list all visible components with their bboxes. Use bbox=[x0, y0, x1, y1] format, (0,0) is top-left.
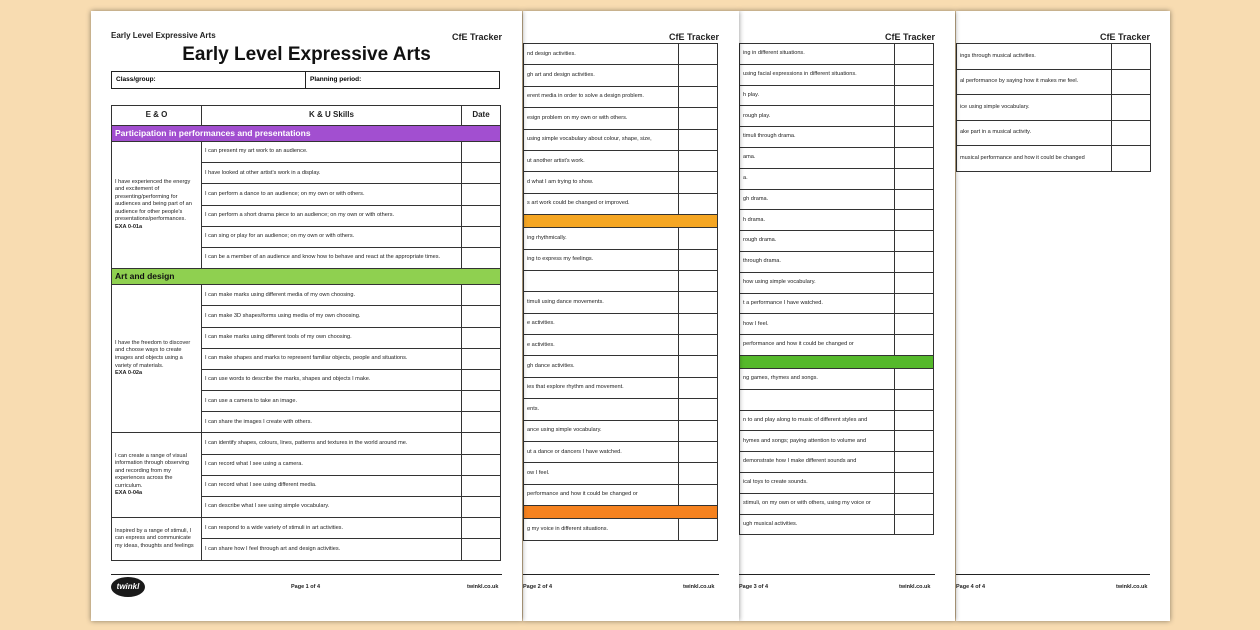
skill-text: I can use words to describe the marks, shapes and objects I make. bbox=[202, 369, 462, 390]
skill-text: d what I am trying to show. bbox=[524, 172, 679, 193]
skill-text: I can make 3D shapes/forms using media of my own choosing. bbox=[202, 306, 462, 327]
skill-text: ama. bbox=[740, 147, 895, 168]
skills-table-page-3 bbox=[739, 43, 934, 535]
skill-text: ugh musical activities. bbox=[740, 514, 895, 535]
table-row bbox=[112, 518, 501, 539]
table-row bbox=[524, 129, 718, 150]
date-cell[interactable] bbox=[462, 163, 501, 184]
date-cell[interactable] bbox=[1112, 120, 1151, 146]
skill-text: I can identify shapes, colours, lines, patterns and textures in the world around me. bbox=[202, 433, 462, 454]
skill-text: ice using simple vocabulary. bbox=[957, 95, 1112, 121]
date-cell[interactable] bbox=[895, 85, 934, 106]
section-band-cell bbox=[524, 506, 718, 519]
skill-text: ance using simple vocabulary. bbox=[524, 420, 679, 441]
table-row bbox=[524, 377, 718, 398]
planning-period-field[interactable]: Planning period: bbox=[310, 76, 362, 83]
skill-text: I can be a member of an audience and know how to behave and react at the appropriate times. bbox=[202, 247, 462, 268]
date-cell[interactable] bbox=[895, 493, 934, 514]
date-cell[interactable] bbox=[462, 306, 501, 327]
date-cell[interactable] bbox=[462, 348, 501, 369]
date-cell[interactable] bbox=[895, 389, 934, 410]
date-cell[interactable] bbox=[679, 463, 718, 484]
date-cell[interactable] bbox=[895, 44, 934, 65]
skills-table-page-4 bbox=[956, 43, 1151, 172]
table-row bbox=[740, 314, 934, 335]
date-cell[interactable] bbox=[462, 497, 501, 518]
skill-text: ing in different situations. bbox=[740, 44, 895, 65]
skill-text: I have looked at other artist's work in a display. bbox=[202, 163, 462, 184]
date-cell[interactable] bbox=[679, 399, 718, 420]
skill-text: I can respond to a wide variety of stimuli in art activities. bbox=[202, 518, 462, 539]
date-cell[interactable] bbox=[679, 44, 718, 65]
skill-text: ow I feel. bbox=[524, 463, 679, 484]
date-cell[interactable] bbox=[462, 412, 501, 433]
class-group-field[interactable]: Class/group: bbox=[112, 72, 306, 88]
skill-text: I can record what I see using a camera. bbox=[202, 454, 462, 475]
column-header-date: Date bbox=[462, 106, 501, 126]
table-row bbox=[524, 108, 718, 129]
skill-text: stimuli, on my own or with others, using my voice or bbox=[740, 493, 895, 514]
date-cell[interactable] bbox=[895, 368, 934, 389]
skill-text: ng games, rhymes and songs. bbox=[740, 368, 895, 389]
skill-text: through drama. bbox=[740, 251, 895, 272]
date-cell[interactable] bbox=[462, 433, 501, 454]
page-2 bbox=[523, 11, 739, 621]
date-cell[interactable] bbox=[895, 472, 934, 493]
skills-table bbox=[111, 105, 501, 561]
table-row bbox=[112, 142, 501, 163]
date-cell[interactable] bbox=[1112, 146, 1151, 172]
table-row bbox=[957, 146, 1151, 172]
date-cell[interactable] bbox=[462, 226, 501, 247]
skill-text: I can share the images I create with others. bbox=[202, 412, 462, 433]
section-title: Art and design bbox=[112, 269, 501, 285]
section-header bbox=[112, 126, 501, 142]
table-row bbox=[524, 420, 718, 441]
eo-code: EXA 0-02a bbox=[115, 370, 143, 377]
date-cell[interactable] bbox=[679, 249, 718, 270]
skill-text: ical toys to create sounds. bbox=[740, 472, 895, 493]
table-row bbox=[740, 493, 934, 514]
section-band-cell bbox=[740, 355, 934, 368]
table-row bbox=[524, 484, 718, 505]
skill-text: I can make marks using different media of my own choosing. bbox=[202, 285, 462, 306]
page-3 bbox=[739, 11, 955, 621]
skill-text: ut another artist's work. bbox=[524, 150, 679, 171]
table-row bbox=[524, 249, 718, 270]
table-row bbox=[524, 399, 718, 420]
skill-text: esign problem on my own or with others. bbox=[524, 108, 679, 129]
skill-text: t a performance I have watched. bbox=[740, 293, 895, 314]
date-cell[interactable] bbox=[895, 431, 934, 452]
skill-text: I can perform a dance to an audience; on my own or with others. bbox=[202, 184, 462, 205]
skill-text: e activities. bbox=[524, 313, 679, 334]
table-row bbox=[740, 127, 934, 148]
skill-text: e activities. bbox=[524, 335, 679, 356]
table-row bbox=[524, 150, 718, 171]
skill-text: timuli through drama. bbox=[740, 127, 895, 148]
skill-text: how using simple vocabulary. bbox=[740, 272, 895, 293]
date-cell[interactable] bbox=[679, 420, 718, 441]
skill-text: ing rhythmically. bbox=[524, 228, 679, 249]
date-cell[interactable] bbox=[895, 189, 934, 210]
skill-text: how I feel. bbox=[740, 314, 895, 335]
date-cell[interactable] bbox=[679, 193, 718, 214]
skill-text: s art work could be changed or improved. bbox=[524, 193, 679, 214]
section-band bbox=[524, 506, 718, 519]
date-cell[interactable] bbox=[679, 335, 718, 356]
twinkl-logo: twinkl bbox=[111, 577, 145, 597]
table-row bbox=[112, 433, 501, 454]
date-cell[interactable] bbox=[462, 454, 501, 475]
table-row bbox=[740, 85, 934, 106]
table-row bbox=[524, 313, 718, 334]
eo-code: EXA 0-01a bbox=[115, 223, 143, 230]
skill-text: gh drama. bbox=[740, 189, 895, 210]
table-row bbox=[740, 251, 934, 272]
date-cell[interactable] bbox=[895, 251, 934, 272]
date-cell[interactable] bbox=[895, 231, 934, 252]
skill-text: I can make marks using different tools of my own choosing. bbox=[202, 327, 462, 348]
table-row bbox=[957, 120, 1151, 146]
tracker-label: CfE Tracker bbox=[885, 32, 936, 42]
table-row bbox=[524, 172, 718, 193]
table-row bbox=[524, 463, 718, 484]
table-row bbox=[740, 431, 934, 452]
table-row bbox=[524, 270, 718, 291]
table-row bbox=[740, 514, 934, 535]
column-header-ku: K & U Skills bbox=[202, 106, 462, 126]
table-row bbox=[740, 368, 934, 389]
skill-text bbox=[524, 270, 679, 291]
skill-text: performance and how it could be changed or bbox=[740, 335, 895, 356]
skill-text: using simple vocabulary about colour, shape, size, bbox=[524, 129, 679, 150]
date-cell[interactable] bbox=[462, 391, 501, 412]
date-cell[interactable] bbox=[679, 129, 718, 150]
skill-text: a. bbox=[740, 168, 895, 189]
footer-page-number: Page 4 of 4 bbox=[956, 584, 986, 590]
table-row bbox=[740, 410, 934, 431]
skill-text: h drama. bbox=[740, 210, 895, 231]
table-row bbox=[740, 293, 934, 314]
skill-text: erent media in order to solve a design problem. bbox=[524, 86, 679, 107]
skill-text: g my voice in different situations. bbox=[524, 519, 679, 540]
column-header-eo: E & O bbox=[112, 106, 202, 126]
skill-text: ut a dance or dancers I have watched. bbox=[524, 442, 679, 463]
date-cell[interactable] bbox=[679, 270, 718, 291]
table-row bbox=[957, 69, 1151, 95]
date-cell[interactable] bbox=[679, 442, 718, 463]
skill-text: demonstrate how I make different sounds and bbox=[740, 452, 895, 473]
footer-page-number: Page 1 of 4 bbox=[291, 584, 321, 590]
date-cell[interactable] bbox=[895, 335, 934, 356]
skill-text: timuli using dance movements. bbox=[524, 292, 679, 313]
table-row bbox=[740, 210, 934, 231]
date-cell[interactable] bbox=[462, 327, 501, 348]
skill-text: using facial expressions in different situations. bbox=[740, 64, 895, 85]
skill-text: rough drama. bbox=[740, 231, 895, 252]
eo-statement bbox=[112, 518, 202, 560]
section-band-cell bbox=[524, 215, 718, 228]
skill-text: I can sing or play for an audience; on my own or with others. bbox=[202, 226, 462, 247]
date-cell[interactable] bbox=[679, 150, 718, 171]
footer-site: twinkl.co.uk bbox=[683, 584, 715, 590]
table-row bbox=[524, 228, 718, 249]
table-row bbox=[740, 189, 934, 210]
skill-text: ake part in a musical activity. bbox=[957, 120, 1112, 146]
skill-text: hymes and songs; paying attention to volume and bbox=[740, 431, 895, 452]
skill-text: ing to express my feelings. bbox=[524, 249, 679, 270]
skills-table-page-2 bbox=[523, 43, 718, 541]
table-row bbox=[740, 452, 934, 473]
table-row bbox=[740, 335, 934, 356]
date-cell[interactable] bbox=[895, 514, 934, 535]
eo-text: I can create a range of visual information through observing and recording from my experiences across the curriculum. bbox=[115, 452, 190, 489]
table-row bbox=[524, 292, 718, 313]
table-row bbox=[524, 86, 718, 107]
skill-text: I can perform a short drama piece to an audience; on my own or with others. bbox=[202, 205, 462, 226]
date-cell[interactable] bbox=[895, 314, 934, 335]
date-cell[interactable] bbox=[895, 452, 934, 473]
table-row bbox=[740, 231, 934, 252]
date-cell[interactable] bbox=[895, 210, 934, 231]
table-row bbox=[524, 44, 718, 65]
date-cell[interactable] bbox=[462, 285, 501, 306]
header-subject: Early Level Expressive Arts bbox=[111, 31, 216, 40]
skill-text: I can present my art work to an audience. bbox=[202, 142, 462, 163]
date-cell[interactable] bbox=[679, 519, 718, 540]
skill-text: musical performance and how it could be changed bbox=[957, 146, 1112, 172]
tracker-label: CfE Tracker bbox=[452, 32, 503, 42]
date-cell[interactable] bbox=[679, 292, 718, 313]
eo-statement bbox=[112, 433, 202, 518]
date-cell[interactable] bbox=[1112, 95, 1151, 121]
eo-text: Inspired by a range of stimuli, I can express and communicate my ideas, thoughts and feelings bbox=[115, 527, 194, 549]
skill-text: I can share how I feel through art and design activities. bbox=[202, 539, 462, 560]
table-row bbox=[740, 389, 934, 410]
skill-text: performance and how it could be changed or bbox=[524, 484, 679, 505]
skill-text: I can describe what I see using simple vocabulary. bbox=[202, 497, 462, 518]
table-row bbox=[524, 65, 718, 86]
page-4 bbox=[956, 11, 1170, 621]
section-header bbox=[112, 269, 501, 285]
footer-page-number: Page 3 of 4 bbox=[739, 584, 769, 590]
table-row bbox=[524, 442, 718, 463]
date-cell[interactable] bbox=[895, 147, 934, 168]
table-row bbox=[524, 519, 718, 540]
date-cell[interactable] bbox=[895, 168, 934, 189]
skill-text: I can record what I see using different media. bbox=[202, 475, 462, 496]
table-row bbox=[740, 168, 934, 189]
footer-site: twinkl.co.uk bbox=[899, 584, 931, 590]
date-cell[interactable] bbox=[895, 272, 934, 293]
table-row bbox=[740, 147, 934, 168]
skill-text: al performance by saying how it makes me feel. bbox=[957, 69, 1112, 95]
table-row bbox=[740, 106, 934, 127]
section-title: Participation in performances and presentations bbox=[112, 126, 501, 142]
footer-site: twinkl.co.uk bbox=[1116, 584, 1148, 590]
date-cell[interactable] bbox=[895, 410, 934, 431]
page-1 bbox=[91, 11, 522, 621]
eo-statement bbox=[112, 285, 202, 433]
date-cell[interactable] bbox=[895, 64, 934, 85]
date-cell[interactable] bbox=[895, 106, 934, 127]
skill-text: ies that explore rhythm and movement. bbox=[524, 377, 679, 398]
table-row bbox=[740, 44, 934, 65]
skill-text: h play. bbox=[740, 85, 895, 106]
table-row bbox=[524, 356, 718, 377]
skill-text: I can make shapes and marks to represent familiar objects, people and situations. bbox=[202, 348, 462, 369]
skill-text: ings through musical activities. bbox=[957, 44, 1112, 70]
date-cell[interactable] bbox=[1112, 44, 1151, 70]
date-cell[interactable] bbox=[462, 475, 501, 496]
date-cell[interactable] bbox=[679, 356, 718, 377]
date-cell[interactable] bbox=[679, 108, 718, 129]
date-cell[interactable] bbox=[679, 65, 718, 86]
table-row bbox=[112, 285, 501, 306]
date-cell[interactable] bbox=[462, 247, 501, 268]
tracker-label: CfE Tracker bbox=[1100, 32, 1151, 42]
class-info-box bbox=[111, 71, 500, 89]
date-cell[interactable] bbox=[462, 518, 501, 539]
date-cell[interactable] bbox=[462, 184, 501, 205]
date-cell[interactable] bbox=[462, 142, 501, 163]
skill-text: nd design activities. bbox=[524, 44, 679, 65]
skill-text bbox=[740, 389, 895, 410]
date-cell[interactable] bbox=[679, 86, 718, 107]
skill-text: gh dance activities. bbox=[524, 356, 679, 377]
date-cell[interactable] bbox=[679, 172, 718, 193]
date-cell[interactable] bbox=[1112, 69, 1151, 95]
date-cell[interactable] bbox=[895, 127, 934, 148]
date-cell[interactable] bbox=[679, 484, 718, 505]
skill-text: gh art and design activities. bbox=[524, 65, 679, 86]
skill-text: n to and play along to music of different styles and bbox=[740, 410, 895, 431]
table-row bbox=[957, 44, 1151, 70]
skill-text: I can use a camera to take an image. bbox=[202, 391, 462, 412]
table-row bbox=[524, 335, 718, 356]
table-row bbox=[740, 64, 934, 85]
table-row bbox=[524, 193, 718, 214]
section-band bbox=[524, 215, 718, 228]
table-row bbox=[957, 95, 1151, 121]
page-title: Early Level Expressive Arts bbox=[182, 44, 431, 65]
date-cell[interactable] bbox=[462, 205, 501, 226]
eo-code: EXA 0-04a bbox=[115, 490, 143, 497]
table-row bbox=[740, 272, 934, 293]
section-band bbox=[740, 355, 934, 368]
skill-text: ents. bbox=[524, 399, 679, 420]
eo-text: I have experienced the energy and excitement of presenting/performing for audiences and being part of an audience for other people's presentations/performances. bbox=[115, 178, 192, 223]
date-cell[interactable] bbox=[895, 293, 934, 314]
tracker-label: CfE Tracker bbox=[669, 32, 720, 42]
table-row bbox=[740, 472, 934, 493]
date-cell[interactable] bbox=[679, 377, 718, 398]
footer-site: twinkl.co.uk bbox=[467, 584, 499, 590]
eo-text: I have the freedom to discover and choose ways to create images and objects using a variety of materials. bbox=[115, 339, 191, 369]
date-cell[interactable] bbox=[679, 313, 718, 334]
date-cell[interactable] bbox=[679, 228, 718, 249]
skill-text: rough play. bbox=[740, 106, 895, 127]
date-cell[interactable] bbox=[462, 539, 501, 560]
date-cell[interactable] bbox=[462, 369, 501, 390]
eo-statement bbox=[112, 142, 202, 269]
footer-page-number: Page 2 of 4 bbox=[523, 584, 553, 590]
